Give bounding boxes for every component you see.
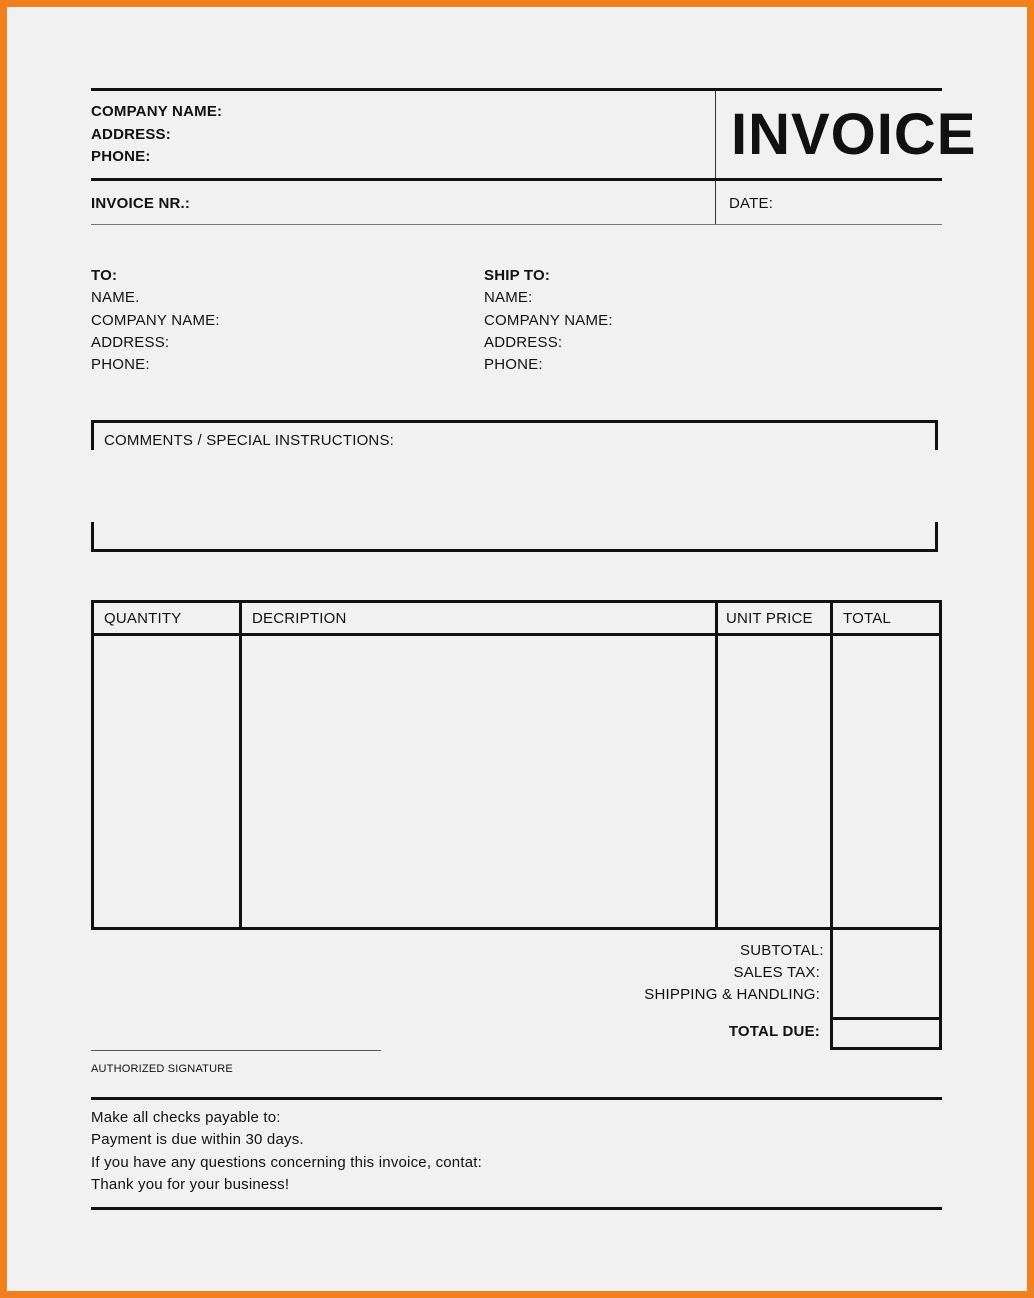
to-address-label: ADDRESS: <box>91 334 170 351</box>
ship-to-phone-label: PHONE: <box>484 356 543 373</box>
footer-line-payment: Payment is due within 30 days. <box>91 1131 304 1148</box>
comments-left-bottom-tick <box>91 522 94 552</box>
invoice-number-label: INVOICE NR.: <box>91 195 191 212</box>
header-middle-rule <box>91 178 942 181</box>
column-header-description: DECRIPTION <box>252 610 347 627</box>
signature-line <box>91 1050 381 1051</box>
footer-line-thanks: Thank you for your business! <box>91 1176 290 1193</box>
footer-bottom-rule <box>91 1207 942 1210</box>
column-header-total: TOTAL <box>843 610 891 627</box>
footer-top-rule <box>91 1097 942 1100</box>
invoice-title: INVOICE <box>731 102 977 167</box>
header-top-rule <box>91 88 942 91</box>
column-header-unit-price: UNIT PRICE <box>726 610 813 627</box>
sales-tax-label: SALES TAX: <box>733 964 820 981</box>
comments-bottom-rule <box>91 549 938 552</box>
signature-label: AUTHORIZED SIGNATURE <box>91 1063 233 1075</box>
comments-right-bottom-tick <box>935 522 938 552</box>
comments-right-top-tick <box>935 420 938 450</box>
address-label: ADDRESS: <box>91 126 171 143</box>
items-col-divider-1 <box>239 600 242 930</box>
totals-box-divider <box>830 1017 942 1020</box>
subtotal-label: SUBTOTAL: <box>740 942 824 959</box>
items-header-rule <box>91 633 942 636</box>
items-col-divider-2 <box>715 600 718 930</box>
shipping-handling-label: SHIPPING & HANDLING: <box>644 986 820 1003</box>
to-heading: TO: <box>91 267 118 284</box>
column-header-quantity: QUANTITY <box>104 610 182 627</box>
ship-to-company-label: COMPANY NAME: <box>484 312 613 329</box>
to-phone-label: PHONE: <box>91 356 150 373</box>
company-name-label: COMPANY NAME: <box>91 103 223 120</box>
header-divider <box>715 91 716 225</box>
to-name-label: NAME. <box>91 289 140 306</box>
ship-to-heading: SHIP TO: <box>484 267 551 284</box>
to-company-label: COMPANY NAME: <box>91 312 220 329</box>
footer-line-checks: Make all checks payable to: <box>91 1109 281 1126</box>
comments-label: COMMENTS / SPECIAL INSTRUCTIONS: <box>104 432 395 449</box>
total-due-label: TOTAL DUE: <box>728 1023 820 1040</box>
totals-box-right <box>939 927 942 1050</box>
phone-label: PHONE: <box>91 148 151 165</box>
totals-box-left <box>830 927 833 1050</box>
items-col-divider-3 <box>830 600 833 930</box>
items-table <box>91 600 942 930</box>
header-bottom-rule <box>91 224 942 225</box>
ship-to-name-label: NAME: <box>484 289 533 306</box>
ship-to-address-label: ADDRESS: <box>484 334 563 351</box>
totals-box-bottom <box>830 1047 942 1050</box>
comments-top-rule <box>91 420 938 423</box>
footer-line-questions: If you have any questions concerning this invoice, contat: <box>91 1154 482 1171</box>
date-label: DATE: <box>729 195 774 212</box>
comments-left-top-tick <box>91 420 94 450</box>
